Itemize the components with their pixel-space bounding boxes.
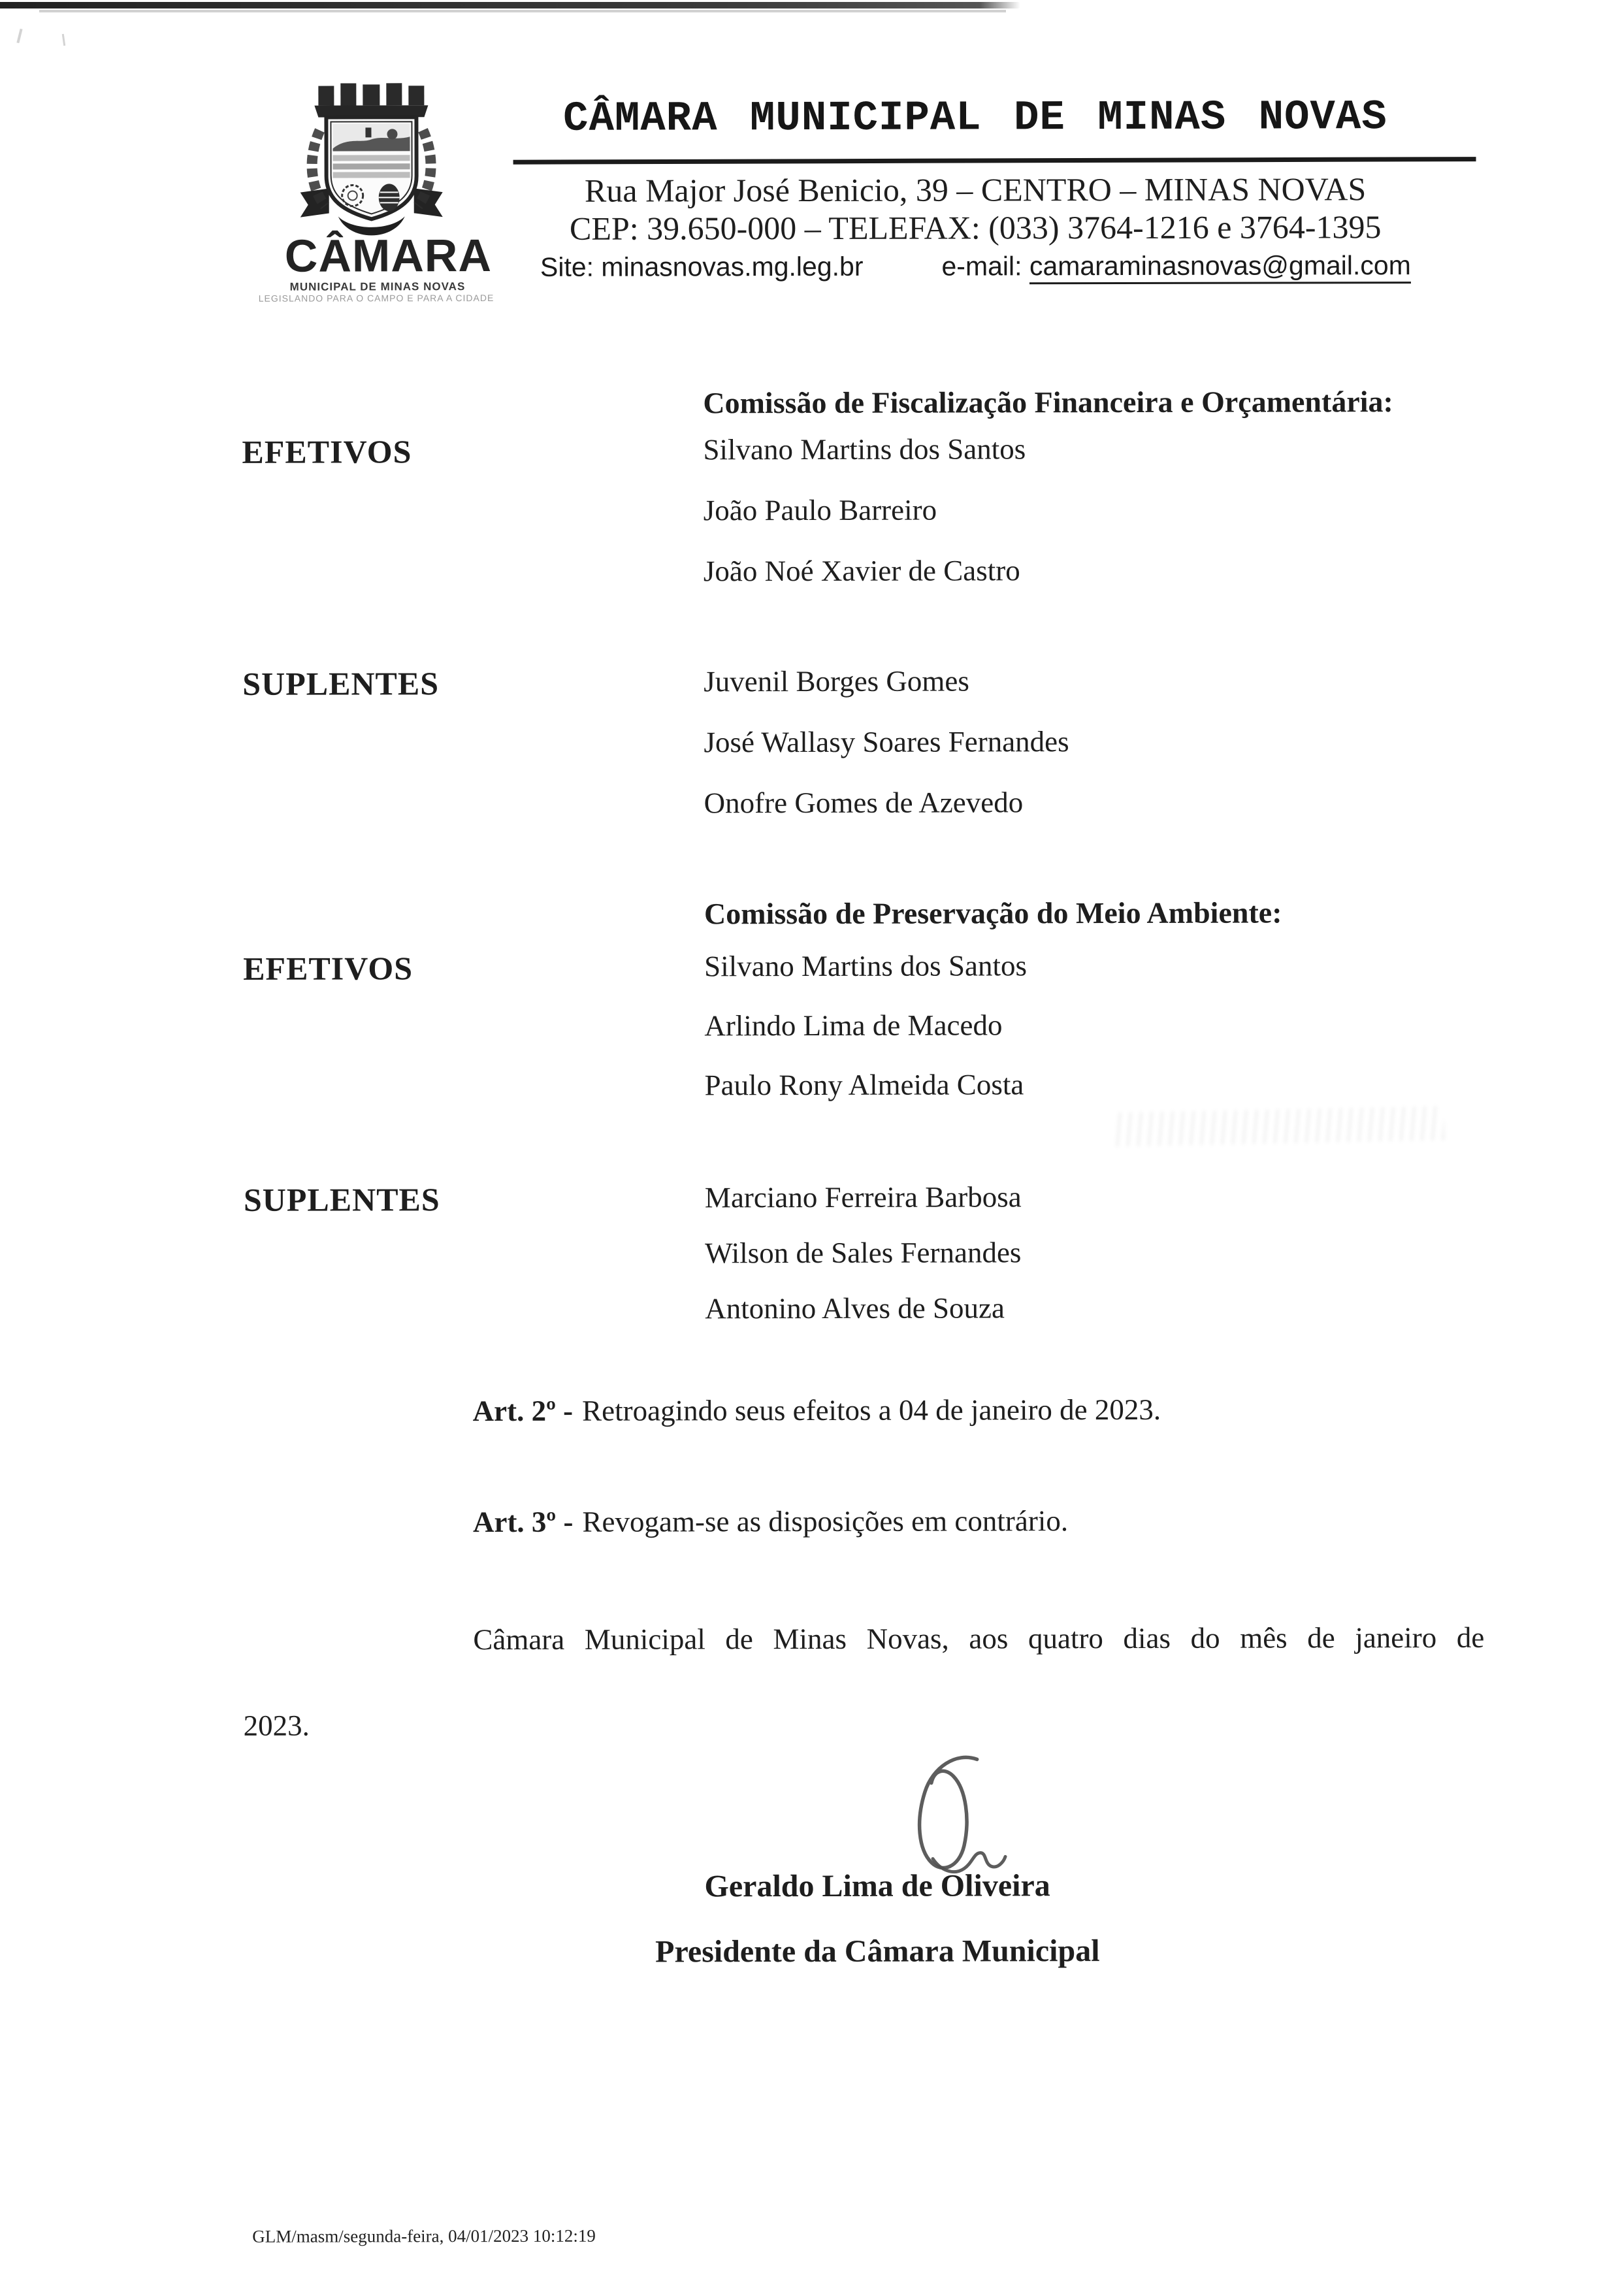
closing-paragraph-line2: 2023.: [244, 1710, 310, 1743]
article-text: Retroagindo seus efeitos a 04 de janeiro de 2023.: [582, 1393, 1161, 1427]
group-label-suplentes: SUPLENTES: [242, 666, 439, 701]
org-address: Rua Major José Benicio, 39 – CENTRO – MINAS NOVAS: [474, 171, 1477, 209]
member-name: Silvano Martins dos Santos: [703, 433, 1026, 466]
committee-title: Comissão de Preservação do Meio Ambiente:: [704, 896, 1282, 930]
member-row: [0, 785, 1620, 828]
signer-role: Presidente da Câmara Municipal: [257, 1933, 1498, 1971]
logo-wordmark: CÂMARA: [285, 233, 469, 279]
site-text: Site: minasnovas.mg.leg.br: [540, 251, 864, 282]
member-row: [0, 553, 1619, 596]
title-rule: [513, 157, 1476, 165]
ink-smudge: [1110, 1107, 1444, 1147]
logo-subtitle: MUNICIPAL DE MINAS NOVAS: [270, 281, 485, 293]
article-text: Revogam-se as disposições em contrário.: [582, 1504, 1068, 1538]
member-name: Juvenil Borges Gomes: [704, 665, 969, 698]
member-row: [1, 1180, 1620, 1222]
handwritten-signature: [881, 1751, 1008, 1882]
member-row: [0, 493, 1619, 535]
committee-title: Comissão de Fiscalização Financeira e Orçamentária:: [703, 385, 1393, 420]
member-name: Wilson de Sales Fernandes: [705, 1237, 1021, 1270]
member-name: Silvano Martins dos Santos: [704, 950, 1027, 983]
group-label-efetivos: EFETIVOS: [243, 951, 413, 986]
member-row: [0, 432, 1619, 474]
member-name: José Wallasy Soares Fernandes: [704, 726, 1069, 759]
closing-paragraph-line1: Câmara Municipal de Minas Novas, aos quatro dias do mês de janeiro de: [243, 1621, 1484, 1658]
article-2: [473, 1394, 1161, 1428]
org-title: CÂMARA MUNICIPAL DE MINAS NOVAS: [474, 97, 1476, 140]
member-name: Arlindo Lima de Macedo: [704, 1009, 1002, 1042]
member-name: Antonino Alves de Souza: [705, 1292, 1005, 1325]
member-row: [1, 1291, 1620, 1333]
member-name: João Paulo Barreiro: [704, 494, 937, 527]
group-label-efetivos: EFETIVOS: [242, 434, 412, 469]
article-3: [473, 1505, 1068, 1538]
member-row: [0, 724, 1620, 767]
email-link: camaraminasnovas@gmail.com: [1029, 250, 1411, 284]
document-reference: GLM/masm/segunda-feira, 04/01/2023 10:12:19: [252, 2227, 596, 2247]
article-label: Art. 2º -: [473, 1395, 574, 1427]
signer-name: Geraldo Lima de Oliveira: [257, 1868, 1498, 1905]
member-row: [0, 664, 1619, 706]
member-name: João Noé Xavier de Castro: [704, 555, 1020, 588]
member-row: [0, 1067, 1620, 1110]
logo-motto: LEGISLANDO PARA O CAMPO E PARA A CIDADE: [246, 293, 507, 303]
member-name: Onofre Gomes de Azevedo: [704, 786, 1024, 820]
org-site-email-line: [474, 251, 1477, 282]
member-row: [0, 1008, 1620, 1050]
coat-of-arms-icon: [300, 78, 443, 236]
member-name: Paulo Rony Almeida Costa: [704, 1069, 1024, 1102]
org-cep-telefax: CEP: 39.650-000 – TELEFAX: (033) 3764-1216 e 3764-1395: [474, 209, 1477, 247]
member-row: [1, 1235, 1620, 1278]
group-label-suplentes: SUPLENTES: [244, 1182, 440, 1217]
email-label: e-mail:: [941, 251, 1022, 281]
article-label: Art. 3º -: [473, 1506, 574, 1538]
member-row: [0, 948, 1620, 991]
member-name: Marciano Ferreira Barbosa: [705, 1181, 1022, 1214]
